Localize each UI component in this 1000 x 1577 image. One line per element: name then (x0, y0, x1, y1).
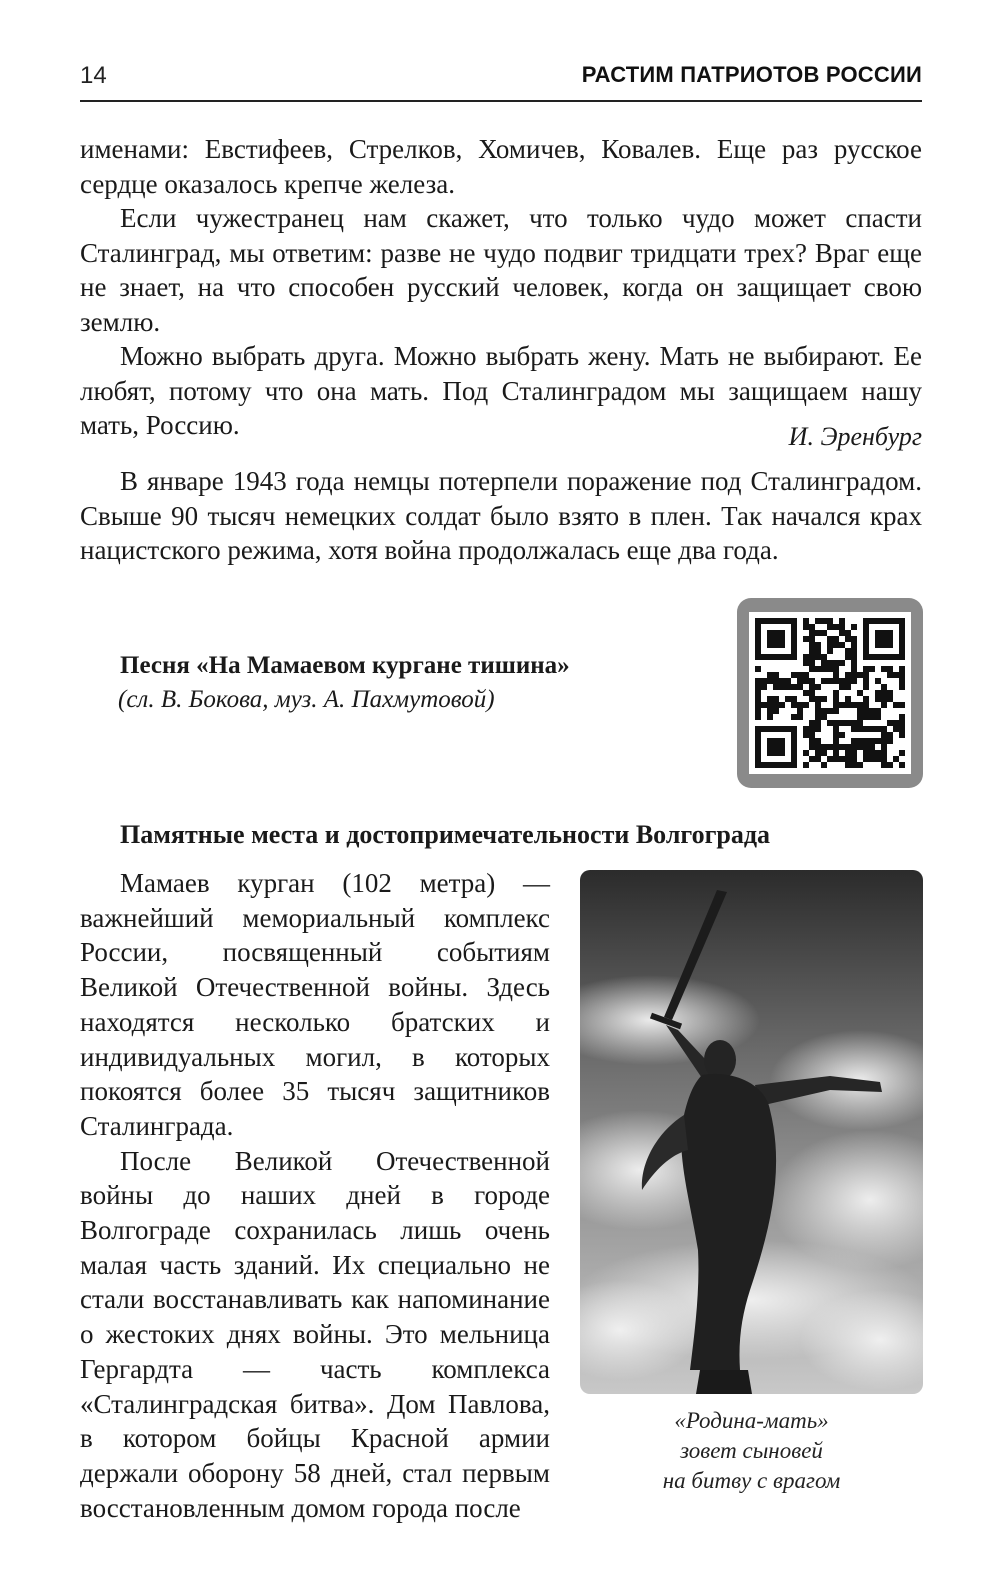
statue-image (580, 870, 923, 1394)
running-title: РАСТИМ ПАТРИОТОВ РОССИИ (581, 62, 922, 87)
song-title: Песня «На Мамаевом кургане тишина» (120, 652, 570, 679)
quote-paragraph: Можно выбрать друга. Можно выбрать жену. Мать не выбирают. Ее любят, потому что она мать. Под Сталинградом мы защищаем нашу мать, Россию. (80, 341, 922, 440)
qr-code-icon (749, 610, 911, 776)
quote-paragraph: Если чужестранец нам скажет, что только чудо может спасти Сталинград, мы ответим: разве не чудо подвиг тридцати трех? Враг еще не знает, на что способен русский человек, когда он защищает свою землю. (80, 203, 922, 337)
landmarks-text (80, 866, 550, 1525)
history-paragraph: В январе 1943 года немцы потерпели поражение под Сталинградом. Свыше 90 тысяч немецких солдат было взято в плен. Так начался крах нацистского режима, хотя война продолжалась еще два года. (80, 466, 922, 565)
landmarks-paragraph: После Великой Отечественной войны до наших дней в городе Волгограде сохранилась лишь очень малая часть зданий. Их специально не стали восстанавливать как напоминание о жестоких днях войны. Это мельница Гергардта — часть комплекса «Сталинградская битва». Дом Павлова, в котором бойцы Красной армии держали оборону 58 дней, стал первым восстановленным домом города после (80, 1145, 550, 1523)
song-credits: (сл. В. Бокова, муз. А. Пахмутовой) (118, 686, 495, 713)
caption-line: зовет сыновей (680, 1438, 823, 1463)
landmarks-paragraph: Мамаев курган (102 метра) — важнейший мемориальный комплекс России, посвященный событиям Великой Отечественной войны. Здесь находятся несколько братских и индивидуальных могил, в которых покоятся более 35 тысяч защитников Сталинграда. (80, 868, 550, 1141)
motherland-calls-photo (580, 870, 923, 1394)
page-header (80, 62, 922, 102)
qr-code[interactable] (737, 598, 923, 788)
page-number: 14 (80, 62, 107, 89)
photo-caption (580, 1406, 923, 1496)
quote-paragraph: именами: Евстифеев, Стрелков, Хомичев, Ковалев. Еще раз русское сердце оказалось крепче железа. (80, 134, 922, 199)
caption-line: на битву с врагом (662, 1468, 841, 1493)
quote-author: И. Эренбург (788, 422, 922, 451)
caption-line: «Родина-мать» (674, 1408, 829, 1433)
quote-block (80, 132, 922, 443)
section-title: Памятные места и достопримечательности Волгограда (120, 820, 770, 849)
